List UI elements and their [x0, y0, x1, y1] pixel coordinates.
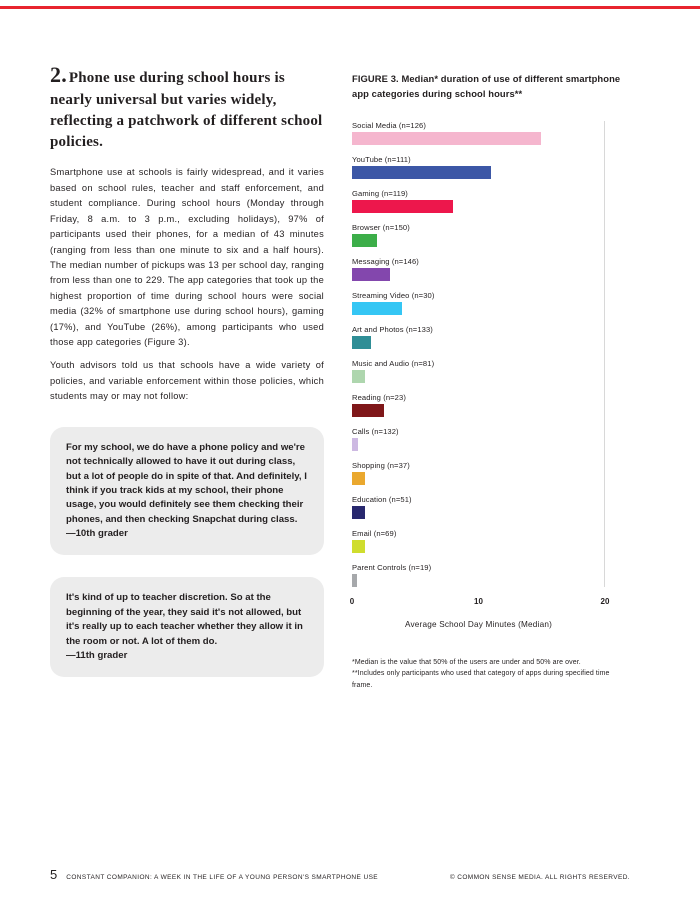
x-tick-label: 10: [474, 597, 483, 607]
footnote: *Median is the value that 50% of the users are under and 50% are over.: [352, 659, 581, 667]
section-heading: [50, 60, 324, 152]
chart-row: [352, 427, 604, 451]
chart-bar: [352, 132, 541, 145]
chart-category-label: Calls (n=132): [352, 427, 399, 437]
page-number: 5: [50, 867, 58, 882]
chart-row: [352, 563, 604, 587]
chart-category-label: Reading (n=23): [352, 393, 406, 403]
chart-bar: [352, 574, 357, 587]
chart-category-label: Browser (n=150): [352, 223, 410, 233]
chart-category-label: Email (n=69): [352, 529, 397, 539]
figure-column: [349, 72, 637, 691]
body-paragraph: Youth advisors told us that schools have a wide variety of policies, and variable enforcement within those policies, which students may or may not follow:: [50, 360, 324, 402]
chart-bar: [352, 268, 390, 281]
quote-text: It's kind of up to teacher discretion. So at the beginning of the year, they said it's not allowed, but it's really up to each teacher whether they allow it in the room or not. A lot of them do.: [66, 592, 303, 647]
article-column: [50, 60, 324, 677]
x-tick-label: 20: [600, 597, 610, 607]
chart-category-label: Parent Controls (n=19): [352, 563, 432, 573]
page-footer: [50, 867, 630, 882]
chart-bar: [352, 540, 365, 553]
footer-copyright: © COMMON SENSE MEDIA. ALL RIGHTS RESERVED.: [449, 874, 630, 881]
chart-category-label: Messaging (n=146): [352, 257, 419, 267]
chart-bar: [352, 336, 371, 349]
chart-category-label: Streaming Video (n=30): [352, 291, 435, 301]
x-tick-label: 0: [349, 597, 355, 607]
chart-plot: [352, 121, 605, 587]
quote-attribution: —10th grader: [66, 528, 128, 540]
figure-title: FIGURE 3. Median* duration of use of different smartphone app categories during school hours**: [352, 73, 621, 99]
chart-bar: [352, 234, 377, 247]
chart-category-label: Education (n=51): [352, 495, 412, 505]
chart-category-label: Art and Photos (n=133): [352, 325, 433, 335]
top-accent-rule: [0, 6, 700, 9]
chart-row: [352, 495, 604, 519]
quote-box: [50, 577, 324, 677]
footnote: **Includes only participants who used that category of apps during specified time frame.: [352, 670, 610, 689]
footer-left: [50, 867, 378, 882]
chart-bar: [352, 404, 384, 417]
quote-text: For my school, we do have a phone policy and we're not technically allowed to have it out during class, but a lot of people do in spite of that. And definitely, I think if you track kids at my school, their phone usage, you would definitely see them checking their phones, and then checking Snapchat during class.: [66, 441, 307, 525]
chart-row: [352, 223, 604, 247]
chart-bar: [352, 302, 402, 315]
chart-bar: [352, 438, 358, 451]
x-axis-label: Average School Day Minutes (Median): [404, 620, 552, 630]
chart-bar: [352, 370, 365, 383]
chart-row: [352, 189, 604, 213]
chart-row: [352, 325, 604, 349]
chart-bar: [352, 200, 453, 213]
chart-bar: [352, 166, 491, 179]
chart-bar: [352, 506, 365, 519]
chart-x-ticks: [349, 597, 610, 608]
chart-category-label: Music and Audio (n=81): [352, 359, 435, 369]
chart-category-label: Social Media (n=126): [352, 121, 426, 131]
chart-row: [352, 291, 604, 315]
chart-row: [352, 121, 604, 145]
chart-row: [352, 359, 604, 383]
chart-row: [352, 393, 604, 417]
section-heading-text: Phone use during school hours is nearly universal but varies widely, reflecting a patchwork of different school policies.: [50, 70, 323, 150]
chart-row: [352, 461, 604, 485]
chart-bar: [352, 472, 365, 485]
chart-category-label: Gaming (n=119): [352, 189, 408, 199]
body-paragraph: Smartphone use at schools is fairly widespread, and it varies based on school rules, teacher and staff enforcement, and student compliance. During school hours (Monday through Friday, 8 a.m. to 3 p.m., excluding holidays), 97% of participants used their phones, for a median of 43 minutes (ranging from less than one minute to six and a half hours). The median number of pickups was 13 per school day, ranging from less than one to 229. The app categories that took up the highest proportion of time during school hours were social media (32% of smartphone use during school hours), gaming (17%), and YouTube (26%), among participants who used those app categories (Figure 3).: [50, 167, 324, 348]
quote-attribution: —11th grader: [66, 650, 128, 662]
section-number: 2.: [50, 62, 67, 87]
figure-footnotes: [352, 657, 622, 691]
chart-category-label: YouTube (n=111): [352, 155, 411, 165]
footer-report-title: CONSTANT COMPANION: A WEEK IN THE LIFE OF A YOUNG PERSON'S SMARTPHONE USE: [66, 874, 379, 881]
chart-category-label: Shopping (n=37): [352, 461, 410, 471]
quote-box: [50, 427, 324, 556]
chart-row: [352, 257, 604, 281]
chart-row: [352, 529, 604, 553]
chart-row: [352, 155, 604, 179]
